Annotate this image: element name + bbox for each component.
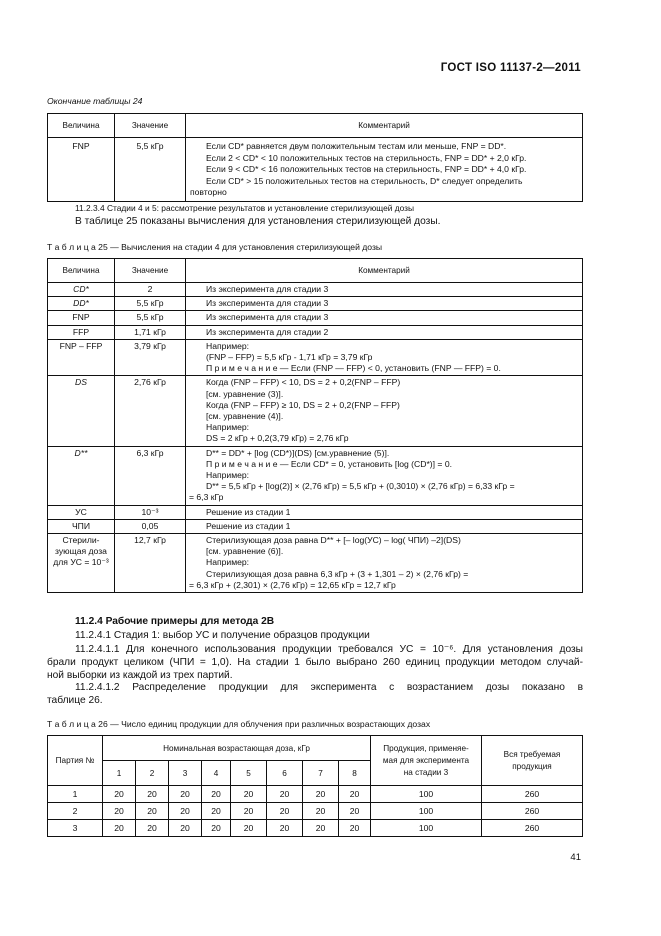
cell-quantity: FNP – FFP <box>48 339 115 376</box>
cell-dose-count: 20 <box>339 820 371 837</box>
paragraph-11-2-4-1: 11.2.4.1 Стадия 1: выбор УС и получение образцов продукции <box>75 630 370 641</box>
cell-comment <box>186 505 583 519</box>
comment-line: Стерилизующая доза равна 6,3 кГр + (3 + 1,301 – 2) × (2,76 кГр) = <box>206 568 469 579</box>
comment-line: D** = 5,5 кГр + [log(2)] × (2,76 кГр) = 5,5 кГр + (0,3010) × (2,76 кГр) = 6,33 кГр = <box>206 481 515 492</box>
cell-dose-count: 20 <box>202 803 231 820</box>
cell-comment <box>186 283 583 297</box>
cell-dose-count: 20 <box>169 803 202 820</box>
table-row <box>48 138 583 202</box>
comment-line: Например: <box>206 422 250 433</box>
cell-comment <box>186 519 583 533</box>
comment-line: = 6,3 кГр <box>189 492 224 503</box>
comment-line: повторно <box>190 187 227 197</box>
cell-lot: 3 <box>48 820 103 837</box>
cell-value: 3,79 кГр <box>115 339 186 376</box>
dose-column-header: 7 <box>303 761 339 786</box>
comment-line: [см. уравнение (6)]. <box>206 546 284 557</box>
dose-column-header: 3 <box>169 761 202 786</box>
cell-dose-count: 20 <box>339 786 371 803</box>
cell-dose-count: 20 <box>303 803 339 820</box>
section-heading-11-2-3-4: 11.2.3.4 Стадии 4 и 5: рассмотрение результатов и установление стерилизующей дозы <box>75 203 415 213</box>
comment-line: Из эксперимента для стадии 3 <box>206 298 329 309</box>
cell-dose-count: 20 <box>231 820 267 837</box>
dose-column-header: 8 <box>339 761 371 786</box>
column-header-lot: Партия № <box>48 736 103 786</box>
cell-dose-count: 20 <box>136 786 169 803</box>
comment-line: Из эксперимента для стадии 3 <box>206 284 329 294</box>
document-code: ГОСТ ISO 11137-2—2011 <box>440 62 581 74</box>
cell-comment <box>186 311 583 325</box>
cell-comment <box>186 138 583 202</box>
paragraph-line: ной выборки из каждой из трех партий. <box>47 670 233 681</box>
cell-dose-count: 20 <box>202 820 231 837</box>
dose-column-header: 5 <box>231 761 267 786</box>
table-row <box>48 311 583 325</box>
column-header-doses: Номинальная возрастающая доза, кГр <box>103 736 371 761</box>
comment-line: [см. уравнение (3)]. <box>206 388 284 399</box>
table-row <box>48 519 583 533</box>
comment-line: Из эксперимента для стадии 2 <box>206 326 329 337</box>
dose-column-header: 2 <box>136 761 169 786</box>
cell-quantity: УС <box>48 505 115 519</box>
column-header-stage3: Продукция, применяе- мая для эксперимента на стадии 3 <box>371 736 482 786</box>
table24-caption: Окончание таблицы 24 <box>47 96 143 106</box>
cell-dose-count: 20 <box>267 820 303 837</box>
table25-caption: Т а б л и ц а 25 — Вычисления на стадии 4 для установления стерилизующей дозы <box>47 242 383 252</box>
paragraph-line: 11.2.4.1.2 Распределение продукции для эксперимента с возрастанием дозы показано в <box>75 682 583 693</box>
table-24 <box>47 113 583 202</box>
cell-quantity: ЧПИ <box>48 519 115 533</box>
comment-line: Если CD* равняется двум положительным тестам или меньше, FNP = DD*. <box>206 141 507 151</box>
cell-value: 5,5 кГр <box>115 138 186 202</box>
cell-stage3: 100 <box>371 820 482 837</box>
comment-line: Если 2 < CD* < 10 положительных тестов на стерильность, FNP = DD* + 2,0 кГр. <box>206 152 527 163</box>
cell-dose-count: 20 <box>339 803 371 820</box>
column-header: Значение <box>115 114 186 138</box>
cell-comment <box>186 446 583 505</box>
comment-line: П р и м е ч а н и е — Если CD* = 0, установить [log (CD*)] = 0. <box>206 458 453 469</box>
cell-quantity: DD* <box>48 297 115 311</box>
comment-line: Решение из стадии 1 <box>206 520 291 531</box>
comment-line: Когда (FNP – FFP) < 10, DS = 2 + 0,2(FNP – FFP) <box>206 377 401 388</box>
table-row <box>48 803 583 820</box>
table-row <box>48 297 583 311</box>
section-heading-11-2-4: 11.2.4 Рабочие примеры для метода 2В <box>75 616 275 627</box>
dose-column-header: 6 <box>267 761 303 786</box>
cell-dose-count: 20 <box>202 786 231 803</box>
paragraph-line: 11.2.4.1.1 Для конечного использования продукции требовался УС = 10⁻⁶. Для установления дозы <box>75 644 583 655</box>
cell-comment <box>186 376 583 446</box>
table-header-row <box>48 114 583 138</box>
table-row <box>48 283 583 297</box>
column-header-total: Вся требуемая продукция <box>482 736 583 786</box>
cell-value: 1,71 кГр <box>115 325 186 339</box>
cell-dose-count: 20 <box>267 803 303 820</box>
column-header: Величина <box>48 259 115 283</box>
comment-line: Например: <box>206 340 250 351</box>
cell-dose-count: 20 <box>103 803 136 820</box>
cell-dose-count: 20 <box>169 820 202 837</box>
table-row <box>48 376 583 446</box>
cell-lot: 1 <box>48 786 103 803</box>
cell-total: 260 <box>482 820 583 837</box>
table-row <box>48 534 583 593</box>
table-row <box>48 339 583 376</box>
comment-line: = 6,3 кГр + (2,301) × (2,76 кГр) = 12,65 кГр = 12,7 кГр <box>189 579 396 590</box>
cell-value: 6,3 кГр <box>115 446 186 505</box>
table-row <box>48 786 583 803</box>
comment-line: [см. уравнение (4)]. <box>206 411 284 422</box>
column-header: Комментарий <box>186 259 583 283</box>
table-row <box>48 325 583 339</box>
cell-quantity: FFP <box>48 325 115 339</box>
comment-line: Из эксперимента для стадии 3 <box>206 312 329 323</box>
table-26 <box>47 735 583 837</box>
cell-dose-count: 20 <box>303 786 339 803</box>
cell-value: 10⁻³ <box>115 505 186 519</box>
cell-quantity: CD* <box>48 283 115 297</box>
cell-lot: 2 <box>48 803 103 820</box>
cell-value: 5,5 кГр <box>115 311 186 325</box>
comment-line: П р и м е ч а н и е — Если (FNP — FFP) < 0, установить (FNP — FFP) = 0. <box>206 363 501 374</box>
dose-column-header: 1 <box>103 761 136 786</box>
cell-dose-count: 20 <box>169 786 202 803</box>
column-header: Значение <box>115 259 186 283</box>
cell-quantity: FNP <box>48 138 115 202</box>
cell-comment <box>186 339 583 376</box>
table-25 <box>47 258 583 593</box>
cell-comment <box>186 297 583 311</box>
cell-value: 0,05 <box>115 519 186 533</box>
cell-dose-count: 20 <box>303 820 339 837</box>
comment-line: Когда (FNP – FFP) ≥ 10, DS = 2 + 0,2(FNP – FFP) <box>206 399 400 410</box>
column-header: Величина <box>48 114 115 138</box>
cell-value: 5,5 кГр <box>115 297 186 311</box>
comment-line: (FNP – FFP) = 5,5 кГр - 1,71 кГр = 3,79 кГр <box>206 352 373 363</box>
comment-line: Если 9 < CD* < 16 положительных тестов на стерильность, FNP = DD* + 4,0 кГр. <box>206 164 527 174</box>
cell-dose-count: 20 <box>136 803 169 820</box>
dose-column-header: 4 <box>202 761 231 786</box>
cell-dose-count: 20 <box>231 803 267 820</box>
table-header-row <box>48 259 583 283</box>
paragraph-line: таблице 26. <box>47 695 103 706</box>
paragraph-11-2-4-1-1 <box>47 643 583 682</box>
cell-comment <box>186 325 583 339</box>
comment-line: DS = 2 кГр + 0,2(3,79 кГр) = 2,76 кГр <box>206 433 349 444</box>
cell-value: 2 <box>115 283 186 297</box>
table26-caption: Т а б л и ц а 26 — Число единиц продукции для облучения при различных возрастающих дозах <box>47 719 431 729</box>
column-header: Комментарий <box>186 114 583 138</box>
cell-stage3: 100 <box>371 786 482 803</box>
cell-stage3: 100 <box>371 803 482 820</box>
comment-line: Если CD* > 15 положительных тестов на стерильность, D* следует определить <box>206 175 523 186</box>
comment-line: Решение из стадии 1 <box>206 506 291 517</box>
comment-line: D** = DD* + [log (CD*)](DS) [см.уравнение (5)]. <box>206 447 390 458</box>
cell-quantity: DS <box>48 376 115 446</box>
cell-dose-count: 20 <box>103 786 136 803</box>
paragraph-11-2-4-1-2 <box>47 681 583 707</box>
table-row <box>48 820 583 837</box>
cell-quantity: FNP <box>48 311 115 325</box>
cell-value: 12,7 кГр <box>115 534 186 593</box>
cell-total: 260 <box>482 786 583 803</box>
cell-total: 260 <box>482 803 583 820</box>
table-row <box>48 446 583 505</box>
cell-comment <box>186 534 583 593</box>
table-header-row <box>48 736 583 761</box>
comment-line: Стерилизующая доза равна D** + [– log(УС) – log( ЧПИ) –2](DS) <box>206 535 461 546</box>
paragraph-line: брали продукт целиком (ЧПИ = 1,0). На стадии 1 было выбрано 260 единиц продукции методом случай- <box>47 657 583 668</box>
comment-line: Например: <box>206 470 250 481</box>
cell-quantity: D** <box>48 446 115 505</box>
cell-quantity: Стерили- зующая доза для УС = 10⁻³ <box>48 534 115 593</box>
table-row <box>48 505 583 519</box>
cell-dose-count: 20 <box>231 786 267 803</box>
cell-dose-count: 20 <box>136 820 169 837</box>
comment-line: Например: <box>206 557 250 568</box>
section-text: В таблице 25 показаны вычисления для установления стерилизующей дозы. <box>75 216 441 227</box>
cell-value: 2,76 кГр <box>115 376 186 446</box>
page-number: 41 <box>570 852 581 863</box>
cell-dose-count: 20 <box>267 786 303 803</box>
cell-dose-count: 20 <box>103 820 136 837</box>
